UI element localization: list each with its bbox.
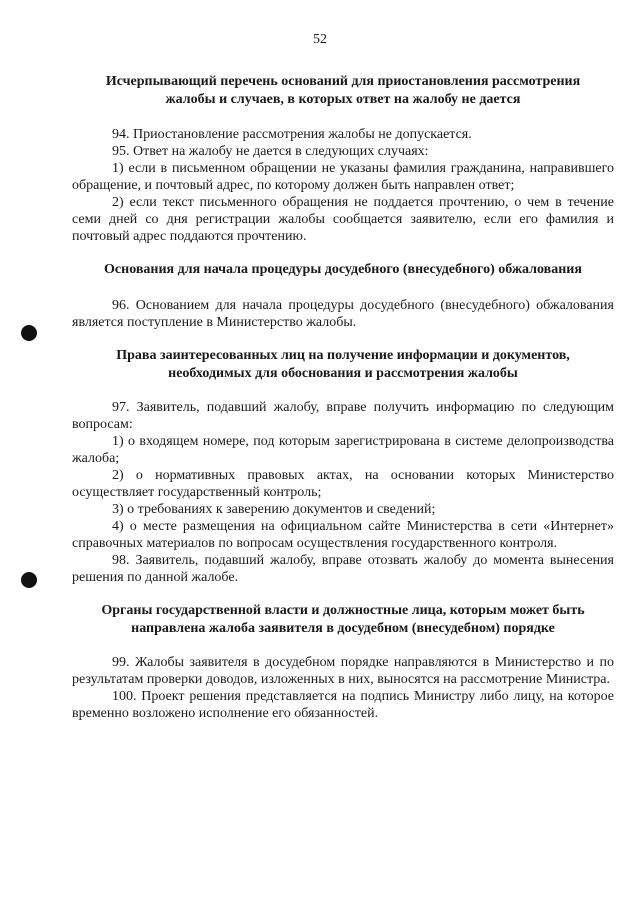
- heading-line: Органы государственной власти и должностные лица, которым может быть: [101, 603, 585, 618]
- paragraph-100: 100. Проект решения представляется на подпись Министру либо лицу, на которое временно возложено исполнение его обязанностей.: [72, 689, 614, 721]
- section-appeal-start-grounds: [72, 261, 614, 331]
- document-body: [72, 73, 614, 722]
- section-applicant-rights: [72, 347, 614, 586]
- paragraph-97: 97. Заявитель, подавший жалобу, вправе получить информацию по следующим вопросам:: [72, 400, 614, 432]
- paragraph-95: 95. Ответ на жалобу не дается в следующих случаях:: [112, 144, 429, 159]
- section-heading: [72, 261, 614, 279]
- heading-line: Основания для начала процедуры досудебного (внесудебного) обжалования: [104, 262, 582, 277]
- heading-line: жалобы и случаев, в которых ответ на жалобу не дается: [165, 92, 521, 107]
- paragraph-98: 98. Заявитель, подавший жалобу, вправе отозвать жалобу до момента вынесения решения по данной жалобе.: [72, 553, 614, 585]
- paragraph-96: 96. Основанием для начала процедуры досудебного (внесудебного) обжалования является поступление в Министерство жалобы.: [72, 298, 614, 330]
- binder-hole: [21, 325, 37, 341]
- binder-hole: [21, 572, 37, 588]
- heading-line: Права заинтересованных лиц на получение информации и документов,: [116, 348, 570, 363]
- section-heading: [72, 347, 614, 383]
- list-item: 2) если текст письменного обращения не поддается прочтению, о чем в течение семи дней со дня регистрации жалобы сообщается заявителю, если его фамилия и почтовый адрес поддаются прочтению.: [72, 195, 614, 244]
- list-item: 1) если в письменном обращении не указаны фамилия гражданина, направившего обращение, и почтовый адрес, по которому должен быть направлен ответ;: [72, 161, 614, 193]
- list-item: 1) о входящем номере, под которым зарегистрирована в системе делопроизводства жалоба;: [72, 434, 614, 466]
- section-heading: [72, 73, 614, 109]
- section-heading: [72, 602, 614, 638]
- heading-line: Исчерпывающий перечень оснований для приостановления рассмотрения: [105, 74, 581, 89]
- heading-line: необходимых для обоснования и рассмотрения жалобы: [168, 366, 518, 381]
- section-suspension-grounds: [72, 73, 614, 245]
- paragraph-94: 94. Приостановление рассмотрения жалобы не допускается.: [112, 127, 472, 142]
- heading-line: направлена жалоба заявителя в досудебном (внесудебном) порядке: [131, 621, 555, 636]
- page-number: 52: [313, 32, 327, 47]
- section-appeal-authorities: [72, 602, 614, 722]
- list-item: 3) о требованиях к заверению документов и сведений;: [112, 502, 436, 517]
- list-item: 4) о месте размещения на официальном сайте Министерства в сети «Интернет» справочных материалов по вопросам осуществления государственного контроля.: [72, 519, 614, 551]
- list-item: 2) о нормативных правовых актах, на основании которых Министерство осуществляет государственный контроль;: [72, 468, 614, 500]
- paragraph-99: 99. Жалобы заявителя в досудебном порядке направляются в Министерство и по результатам проверки доводов, изложенных в них, выносятся на рассмотрение Министра.: [72, 655, 614, 687]
